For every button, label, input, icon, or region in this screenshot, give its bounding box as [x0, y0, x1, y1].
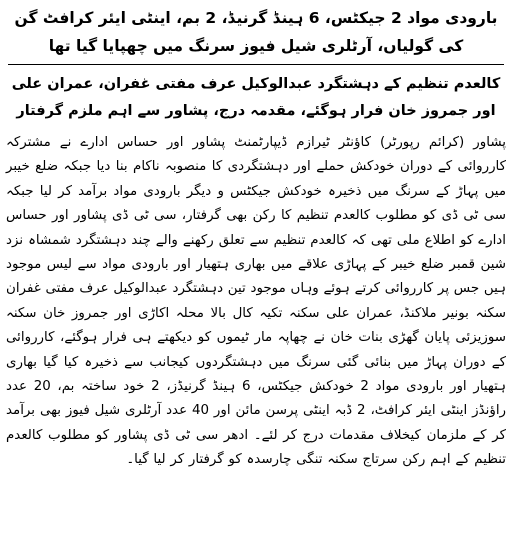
divider	[8, 64, 504, 65]
article-body: پشاور (کرائم رپورٹر) کاؤنٹر ٹیرازم ڈیپارٹمنٹ پشاور اور حساس ادارے نے مشترکہ کارروائی کے دوران خودکش حملے اور دہشتگردی کا منصوبہ ناکام بنا دیا جبکہ ضلع خیبر میں پہاڑ کے سرنگ میں ذخیرہ خودکش جیکٹس و دیگر بارودی مواد برآمد کر لیا جبکہ سی ٹی ڈی کو مطلوب کالعدم تنظیم کا رکن بھی گرفتار، سی ٹی ڈی پشاور اور حساس ادارے کو اطلاع ملی تھی کہ کالعدم تنظیم سے تعلق رکھنے والے چند دہشتگرد شمشاہ نزد شین قمبر ضلع خیبر کے پہاڑی علاقے میں بھاری ہتھیار اور بارودی مواد سے لیس موجود ہیں جس پر کارروائی کرتے ہوئے وہاں موجود تین دہشتگرد عبدالوکیل عرف مفتی غفران سکنہ بونیر ملاکنڈ، عمران علی سکنہ تکیہ کال بالا محلہ اکاڑی اور جمروز خان سکنہ سوزیزئی پایان گھڑی بنات خان نے چھاپہ مار ٹیموں کو دیکھتے ہی فرار ہوگئے، کارروائی کے دوران پہاڑ میں بنائی گئی سرنگ میں دہشتگردوں کیجانب سے ذخیرہ کیا گیا بھاری ہتھیار اور بارودی مواد 2 خودکش جیکٹس، 6 ہینڈ گرنیڈز، 2 خود ساختہ بم، 20 عدد راؤنڈز اینٹی ایئر کرافٹ، 2 ڈبہ اینٹی پرسن مائن اور 40 عدد آرٹلری شیل فیوز بھی برآمد کر کے ملزمان کیخلاف مقدمات درج کر لئے۔ ادھر سی ٹی ڈی پشاور کو مطلوب کالعدم تنظیم کے اہم رکن سرتاج سکنہ تنگی چارسدہ کو گرفتار کر لیا گیا۔	[6, 135, 507, 468]
subheadline: کالعدم تنظیم کے دہشتگرد عبدالوکیل عرف مفتی غفران، عمران علی اور جمروز خان فرار ہوگئے، مقدمہ درج، پشاور سے اہم ملزم گرفتار	[11, 76, 501, 119]
headline: بارودی مواد 2 جیکٹس، 6 ہینڈ گرنیڈ، 2 بم، اینٹی ایئر کرافٹ گن کی گولیاں، آرٹلری شیل فیوز سرنگ میں چھپایا گیا تھا	[14, 9, 498, 55]
